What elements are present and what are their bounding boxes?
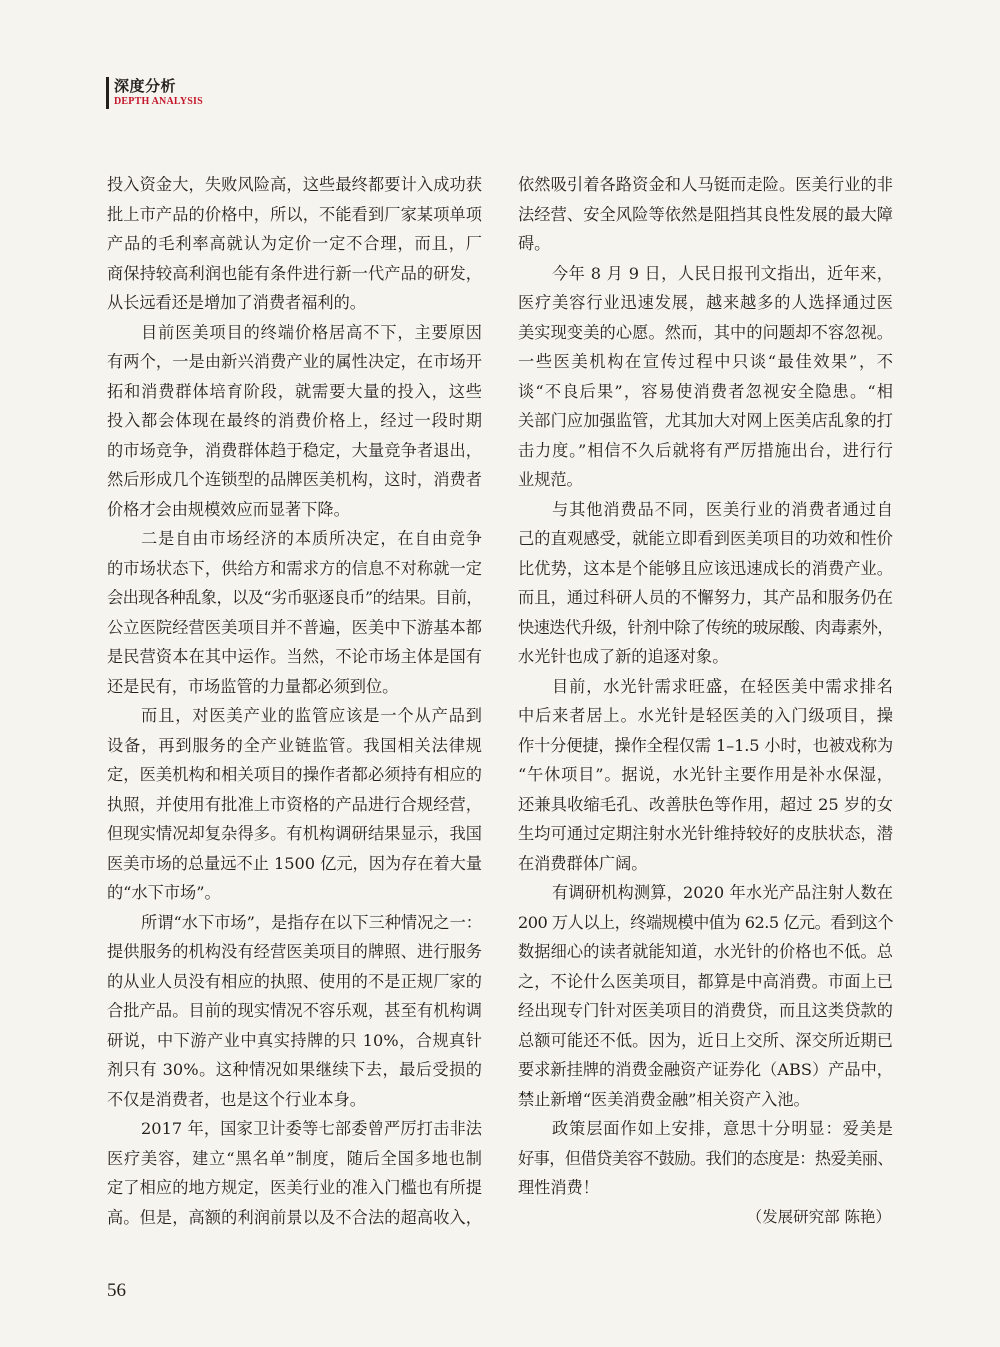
text-line: 不仅是消费者，也是这个行业本身。 xyxy=(107,1089,366,1109)
text-line: 公立医院经营医美项目并不普遍，医美中下游基本都 xyxy=(107,617,482,637)
text-line: 快速迭代升级，针剂中除了传统的玻尿酸、肉毒素外， xyxy=(518,617,893,637)
text-line: 一些医美机构在宣传过程中只谈“最佳效果”，不 xyxy=(518,352,893,371)
left-column xyxy=(107,170,482,1232)
text-line: 二是自由市场经济的本质所决定，在自由竞争 xyxy=(141,529,482,548)
text-line: 之，不论什么医美项目，都算是中高消费。市面上已 xyxy=(518,971,893,991)
section-subtitle: DEPTH ANALYSIS xyxy=(114,96,203,107)
text-line: 生均可通过定期注射水光针维持较好的皮肤状态，潜 xyxy=(518,824,893,843)
text-line: 理性消费！ xyxy=(518,1178,599,1197)
text-line: 提供服务的机构没有经营医美项目的牌照、进行服务 xyxy=(107,942,482,961)
text-line: 的从业人员没有相应的执照、使用的不是正规厂家的 xyxy=(107,971,482,991)
text-line: 法经营、安全风险等依然是阻挡其良性发展的最大障 xyxy=(518,204,893,224)
paragraph xyxy=(107,908,482,1115)
text-line: 所谓“水下市场”，是指存在以下三种情况之一： xyxy=(141,912,482,932)
text-line: 执照，并使用有批准上市资格的产品进行合规经营， xyxy=(107,794,482,814)
text-line: 医疗美容，建立“黑名单”制度，随后全国多地也制 xyxy=(107,1148,482,1168)
text-line: 有调研机构测算，2020 年水光产品注射人数在 xyxy=(552,883,893,902)
text-line: 关部门应加强监管，尤其加大对网上医美店乱象的打 xyxy=(518,411,893,430)
paragraph xyxy=(518,878,893,1114)
paragraph xyxy=(518,1114,893,1203)
text-line: 的“水下市场”。 xyxy=(107,883,221,902)
right-column xyxy=(518,170,893,1232)
text-line: 产品的毛利率高就认为定价一定不合理，而且，厂 xyxy=(107,234,482,253)
section-title: 深度分析 xyxy=(114,77,177,95)
text-line: 谈“不良后果”，容易使消费者忽视安全隐患。“相 xyxy=(518,381,893,401)
text-line: 击力度。”相信不久后就将有严厉措施出台，进行行 xyxy=(518,440,893,460)
text-line: 批上市产品的价格中，所以，不能看到厂家某项单项 xyxy=(107,204,482,224)
text-line: 业规范。 xyxy=(518,470,583,489)
text-line: 的市场竞争，消费群体趋于稳定，大量竞争者退出， xyxy=(107,440,482,460)
text-line: 的市场状态下，供给方和需求方的信息不对称就一定 xyxy=(107,558,482,578)
author-credit: （发展研究部 陈艳） xyxy=(746,1207,891,1226)
page-number: 56 xyxy=(107,1280,126,1301)
paragraph xyxy=(107,701,482,908)
text-line: 今年 8 月 9 日，人民日报刊文指出，近年来， xyxy=(552,263,893,283)
text-line: 数据细心的读者就能知道，水光针的价格也不低。总 xyxy=(518,942,893,961)
text-line: 目前，水光针需求旺盛，在轻医美中需求排名 xyxy=(552,676,893,696)
text-line: 剂只有 30%。这种情况如果继续下去，最后受损的 xyxy=(107,1060,482,1079)
text-line: 医美市场的总量远不止 1500 亿元，因为存在着大量 xyxy=(107,853,482,873)
text-line: 商保持较高利润也能有条件进行新一代产品的研发， xyxy=(107,263,482,283)
text-line: 中后来者居上。水光针是轻医美的入门级项目，操 xyxy=(518,706,893,725)
text-line: 经出现专门针对医美项目的消费贷，而且这类贷款的 xyxy=(518,1001,893,1020)
text-line: 有两个，一是由新兴消费产业的属性决定，在市场开 xyxy=(107,352,482,371)
text-line: 2017 年，国家卫计委等七部委曾严厉打击非法 xyxy=(141,1119,482,1138)
text-line: 拓和消费群体培育阶段，就需要大量的投入，这些 xyxy=(107,381,482,401)
text-line: 价格才会由规模效应而显著下降。 xyxy=(107,499,350,519)
text-line: 合批产品。目前的现实情况不容乐观，甚至有机构调 xyxy=(107,1001,482,1020)
text-line: 还是民有，市场监管的力量都必须到位。 xyxy=(107,676,399,696)
paragraph xyxy=(518,259,893,495)
paragraph xyxy=(518,170,893,259)
text-line: 作十分便捷，操作全程仅需 1–1.5 小时，也被戏称为 xyxy=(518,735,893,755)
text-line: 政策层面作如上安排，意思十分明显：爱美是 xyxy=(552,1119,893,1138)
text-line: 在消费群体广阔。 xyxy=(518,853,648,873)
text-line: 投入资金大，失败风险高，这些最终都要计入成功获 xyxy=(107,175,482,194)
text-line: 医疗美容行业迅速发展，越来越多的人选择通过医 xyxy=(518,293,893,312)
text-line: 还兼具收缩毛孔、改善肤色等作用，超过 25 岁的女 xyxy=(518,794,893,814)
paragraph xyxy=(107,318,482,525)
paragraph xyxy=(518,495,893,672)
text-line: 从长远看还是增加了消费者福利的。 xyxy=(107,293,366,312)
text-line: 依然吸引着各路资金和人马铤而走险。医美行业的非 xyxy=(518,175,893,194)
text-line: 高。但是，高额的利润前景以及不合法的超高收入， xyxy=(107,1207,482,1227)
text-line: 碍。 xyxy=(518,234,551,253)
text-line: “午休项目”。据说，水光针主要作用是补水保湿， xyxy=(518,765,893,784)
text-line: 与其他消费品不同，医美行业的消费者通过自 xyxy=(552,499,893,519)
text-line: 禁止新增“医美消费金融”相关资产入池。 xyxy=(518,1089,810,1109)
paragraph xyxy=(107,170,482,318)
paragraph xyxy=(107,524,482,701)
text-line: 是民营资本在其中运作。当然，不论市场主体是国有 xyxy=(107,647,482,666)
text-line: 投入都会体现在最终的消费价格上，经过一段时期 xyxy=(107,411,482,430)
text-line: 要求新挂牌的消费金融资产证券化（ABS）产品中， xyxy=(518,1060,893,1079)
text-line: 水光针也成了新的追逐对象。 xyxy=(518,647,729,666)
text-line: 200 万人以上，终端规模中值为 62.5 亿元。看到这个 xyxy=(518,912,893,932)
text-line: 总额可能还不低。因为，近日上交所、深交所近期已 xyxy=(518,1030,893,1050)
text-line: 而且，对医美产业的监管应该是一个从产品到 xyxy=(141,706,482,725)
paragraph xyxy=(107,1114,482,1232)
text-line: 己的直观感受，就能立即看到医美项目的功效和性价 xyxy=(518,529,893,548)
text-line: 比优势，这本是个能够且应该迅速成长的消费产业。 xyxy=(518,558,893,578)
text-line: 研说，中下游产业中真实持牌的只 10%，合规真针 xyxy=(107,1030,482,1050)
section-header xyxy=(106,77,203,109)
paragraph xyxy=(518,672,893,879)
text-line: 目前医美项目的终端价格居高不下，主要原因 xyxy=(141,322,482,342)
text-line: 但现实情况却复杂得多。有机构调研结果显示，我国 xyxy=(107,824,482,843)
text-line: 会出现各种乱象，以及“劣币驱逐良币”的结果。目前， xyxy=(107,588,482,607)
text-line: 定了相应的地方规定，医美行业的准入门槛也有所提 xyxy=(107,1178,482,1197)
text-line: 定，医美机构和相关项目的操作者都必须持有相应的 xyxy=(107,765,482,784)
text-line: 好事，但借贷美容不鼓励。我们的态度是：热爱美丽、 xyxy=(518,1148,893,1168)
text-line: 美实现变美的心愿。然而，其中的问题却不容忽视。 xyxy=(518,322,893,342)
text-line: 而且，通过科研人员的不懈努力，其产品和服务仍在 xyxy=(518,588,893,607)
text-line: 然后形成几个连锁型的品牌医美机构，这时，消费者 xyxy=(107,470,482,489)
text-line: 设备，再到服务的全产业链监管。我国相关法律规 xyxy=(107,735,482,755)
